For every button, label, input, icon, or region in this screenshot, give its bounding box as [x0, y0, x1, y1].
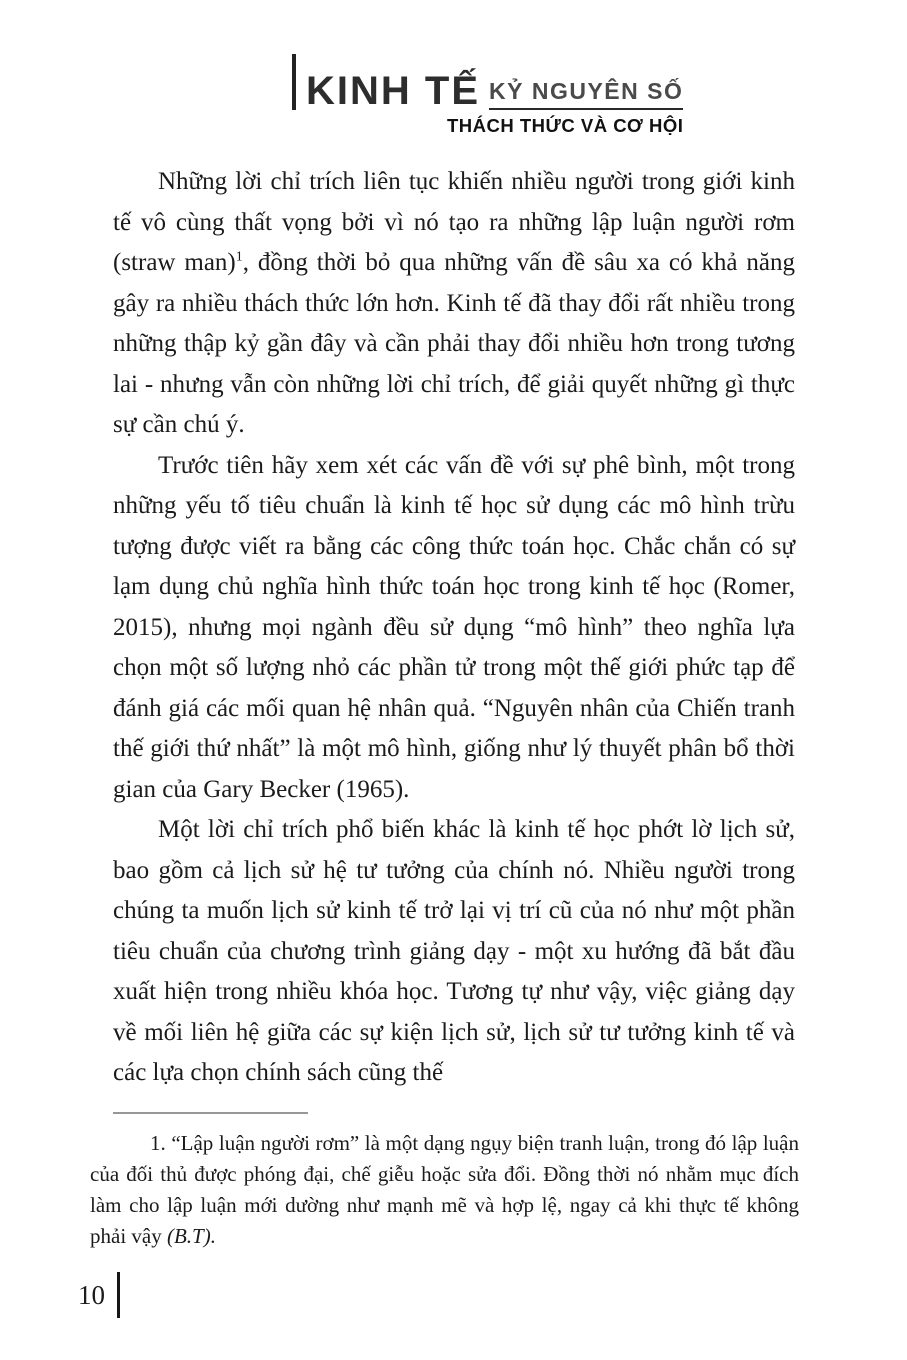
book-subtitle: THÁCH THỨC VÀ CƠ HỘI [446, 115, 684, 136]
page-body [113, 162, 795, 1112]
book-title-main: KINH TẾ [306, 69, 480, 114]
page-number: 10 [78, 1279, 105, 1310]
footnote-block [90, 1112, 799, 1252]
footnote-ref-1: 1 [235, 249, 243, 265]
footnote-separator [113, 1112, 308, 1114]
paragraph-3: Một lời chỉ trích phổ biến khác là kinh tế học phớt lờ lịch sử, bao gồm cả lịch sử hệ tư tưởng của chính nó. Nhiều người trong chúng ta muốn lịch sử kinh tế trở lại vị trí cũ của nó như một phần tiêu chuẩn của chương trình giảng dạy - một xu hướng đã bắt đầu xuất hiện trong nhiều khóa học. Tương tự như vậy, việc giảng dạy về mối liên hệ giữa các sự kiện lịch sử, lịch sử tư tưởng kinh tế và các lựa chọn chính sách cũng thế [113, 816, 795, 1086]
page-footer [78, 1272, 120, 1318]
paragraph-2: Trước tiên hãy xem xét các vấn đề với sự phê bình, một trong những yếu tố tiêu chuẩn là kinh tế học sử dụng các mô hình trừu tượng được viết ra bằng các công thức toán học. Chắc chắn có sự lạm dụng chủ nghĩa hình thức toán học trong kinh tế học (Romer, 2015), nhưng mọi ngành đều sử dụng “mô hình” theo nghĩa lựa chọn một số lượng nhỏ các phần tử trong một thế giới phức tạp để đánh giá các mối quan hệ nhân quả. “Nguyên nhân của Chiến tranh thế giới thứ nhất” là một mô hình, giống như lý thuyết phân bổ thời gian của Gary Becker (1965). [113, 451, 795, 803]
book-header [292, 54, 683, 137]
paragraph-1-text-after: , đồng thời bỏ qua những vấn đề sâu xa có khả năng gây ra nhiều thách thức lớn hơn. Kinh tế đã thay đổi rất nhiều trong những thập kỷ gần đây và cần phải thay đổi nhiều hơn trong tương lai - nhưng vẫn còn những lời chỉ trích, để giải quyết những gì thực sự cần chú ý. [113, 249, 795, 438]
footnote-text: 1. “Lập luận người rơm” là một dạng ngụy biện tranh luận, trong đó lập luận của đối thủ được phóng đại, chế giễu hoặc sửa đổi. Đồng thời nó nhằm mục đích làm cho lập luận mới dường như mạnh mẽ và hợp lệ, ngay cả khi thực tế không phải vậy [90, 1131, 799, 1248]
footnote [90, 1128, 799, 1252]
paragraph-1-text: Những lời chỉ trích liên tục khiến nhiều người trong giới kinh tế vô cùng thất vọng bởi vì nó tạo ra những lập luận người rơm (straw man) [113, 168, 795, 276]
footnote-translator-note: (B.T). [166, 1224, 216, 1248]
paragraph-1 [113, 162, 795, 446]
book-header-row [292, 54, 684, 114]
book-title-sub: KỶ NGUYÊN SỐ [489, 80, 683, 110]
logo-vertical-bar [292, 54, 296, 110]
footer-vertical-bar [117, 1272, 120, 1318]
